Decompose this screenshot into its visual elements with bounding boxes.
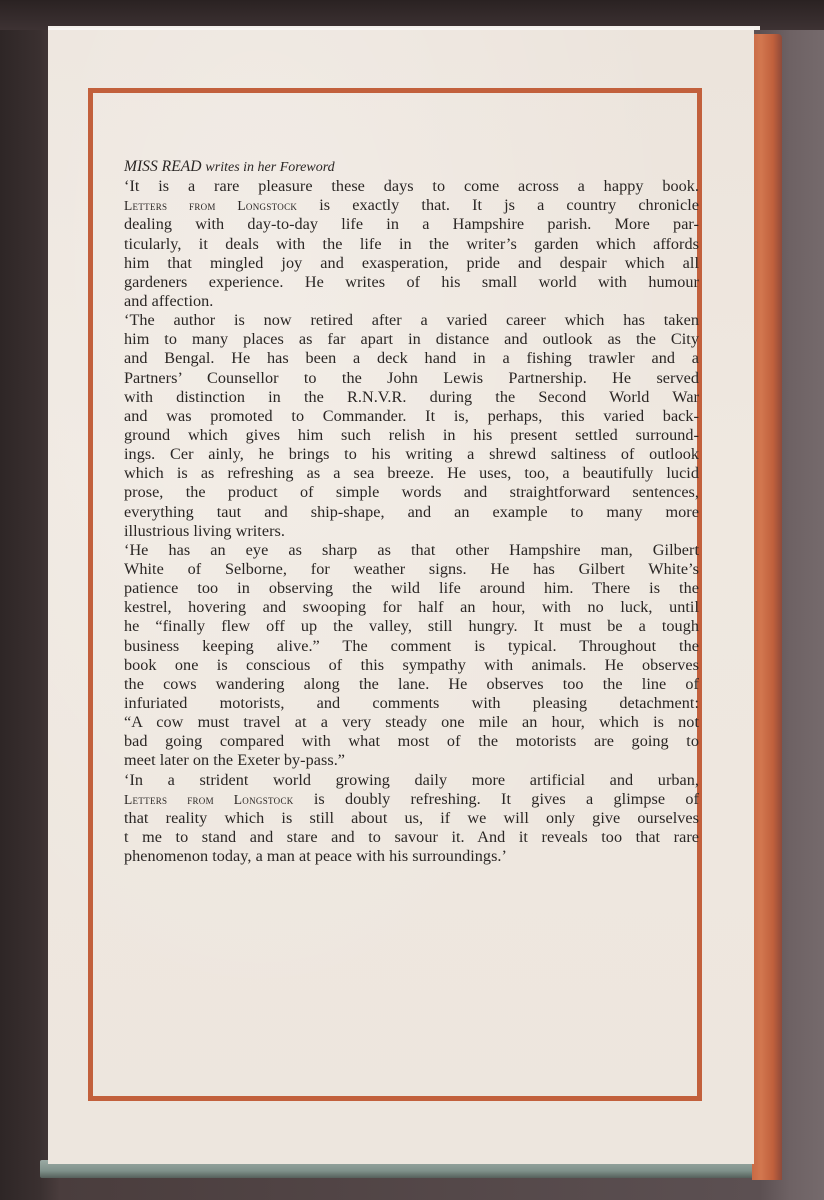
text-line bbox=[124, 828, 699, 847]
line-text: and affection. bbox=[124, 292, 214, 310]
text-line bbox=[124, 349, 699, 368]
text-line bbox=[124, 215, 699, 234]
text-line bbox=[124, 751, 699, 770]
line-text: and was promoted to Commander. It is, perhaps, this varied back- bbox=[124, 406, 699, 425]
line-text: which is as refreshing as a sea breeze. He uses, too, a beautifully lucid bbox=[124, 464, 699, 483]
text-line bbox=[124, 407, 699, 426]
line-text: illustrious living writers. bbox=[124, 521, 285, 540]
foreword-paragraph bbox=[124, 771, 699, 867]
line-text: him that mingled joy and exasperation, pride and despair which all bbox=[124, 253, 699, 272]
line-text: White of Selborne, for weather signs. He has Gilbert White’s bbox=[124, 559, 699, 578]
text-line bbox=[124, 196, 699, 215]
text-line bbox=[124, 617, 699, 636]
text-line bbox=[124, 790, 699, 809]
line-text: ‘It is a rare pleasure these days to come across a happy book. bbox=[124, 177, 699, 196]
text-line bbox=[124, 579, 699, 598]
text-line bbox=[124, 598, 699, 617]
line-text: dealing with day-to-day life in a Hampshire parish. More par- bbox=[124, 215, 699, 234]
text-line bbox=[124, 503, 699, 522]
line-text: phenomenon today, a man at peace with his surroundings.’ bbox=[124, 847, 507, 866]
text-line bbox=[124, 637, 699, 656]
text-line bbox=[124, 445, 699, 464]
text-line bbox=[124, 656, 699, 675]
text-line bbox=[124, 809, 699, 828]
line-text: book one is conscious of this sympathy with animals. He observes bbox=[124, 655, 699, 674]
text-line bbox=[124, 713, 699, 732]
foreword-paragraph bbox=[124, 311, 699, 541]
line-text: “A cow must travel at a very steady one mile an hour, which is not bbox=[124, 713, 699, 732]
text-line bbox=[124, 464, 699, 483]
text-line bbox=[124, 311, 699, 330]
line-text: that reality which is still about us, if we will only give ourselves bbox=[124, 808, 699, 827]
book-title-small-caps: Letters from Longstock bbox=[124, 791, 294, 807]
line-text: ground which gives him such relish in his present settled surround- bbox=[124, 425, 699, 444]
line-text: and Bengal. He has been a deck hand in a fishing trawler and a bbox=[124, 349, 699, 368]
line-text: t me to stand and stare and to savour it. And it reveals too that rare bbox=[124, 827, 699, 846]
foreword-paragraph bbox=[124, 177, 699, 311]
line-text: ings. Cer ainly, he brings to his writing a shrewd saltiness of outlook bbox=[124, 445, 699, 464]
text-line bbox=[124, 771, 699, 790]
line-text: patience too in observing the wild life around him. There is the bbox=[124, 579, 699, 598]
line-text: gardeners experience. He writes of his small world with humour bbox=[124, 272, 699, 291]
text-line bbox=[124, 273, 699, 292]
foreword-heading bbox=[124, 157, 699, 177]
line-text: ‘He has an eye as sharp as that other Hampshire man, Gilbert bbox=[124, 540, 699, 559]
line-text: ‘The author is now retired after a varied career which has taken bbox=[124, 311, 699, 330]
line-text: him to many places as far apart in distance and outlook as the City bbox=[124, 330, 699, 349]
foreword-heading-rest: writes in her Foreword bbox=[205, 160, 335, 175]
text-line bbox=[124, 522, 699, 541]
text-line bbox=[124, 235, 699, 254]
line-text: prose, the product of simple words and straightforward sentences, bbox=[124, 483, 699, 502]
foreword-text-block bbox=[124, 157, 699, 866]
line-text: infuriated motorists, and comments with pleasing detachment: bbox=[124, 693, 699, 712]
foreword-paragraphs bbox=[124, 177, 699, 866]
line-text: is exactly that. It js a country chronicle bbox=[297, 196, 699, 215]
line-text: ticularly, it deals with the life in the writer’s garden which affords bbox=[124, 234, 699, 253]
line-text: with distinction in the R.N.V.R. during the Second World War bbox=[124, 387, 699, 406]
line-text: he “finally flew off up the valley, still hungry. It must be a tough bbox=[124, 617, 699, 636]
foreword-paragraph bbox=[124, 541, 699, 771]
text-line bbox=[124, 675, 699, 694]
text-line bbox=[124, 732, 699, 751]
line-text: the cows wandering along the lane. He observes too the line of bbox=[124, 674, 699, 693]
text-line bbox=[124, 541, 699, 560]
text-line bbox=[124, 847, 699, 866]
text-line bbox=[124, 694, 699, 713]
text-line bbox=[124, 560, 699, 579]
line-text: is doubly refreshing. It gives a glimpse of bbox=[293, 789, 699, 808]
text-line bbox=[124, 369, 699, 388]
foreword-author: MISS READ bbox=[124, 158, 202, 175]
text-line bbox=[124, 426, 699, 445]
line-text: kestrel, hovering and swooping for half an hour, with no luck, until bbox=[124, 598, 699, 617]
line-text: business keeping alive.” The comment is typical. Throughout the bbox=[124, 636, 699, 655]
book-title-small-caps: Letters from Longstock bbox=[124, 198, 298, 214]
book-spine bbox=[752, 34, 782, 1180]
text-line bbox=[124, 330, 699, 349]
text-line bbox=[124, 177, 699, 196]
text-line bbox=[124, 254, 699, 273]
dust-jacket-back-cover bbox=[48, 28, 754, 1164]
line-text: everything taut and ship-shape, and an example to many more bbox=[124, 502, 699, 521]
line-text: meet later on the Exeter by-pass.” bbox=[124, 751, 346, 770]
line-text: Partners’ Counsellor to the John Lewis Partnership. He served bbox=[124, 368, 699, 387]
text-line bbox=[124, 388, 699, 407]
line-text: bad going compared with what most of the motorists are going to bbox=[124, 732, 699, 751]
line-text: ‘In a strident world growing daily more artificial and urban, bbox=[124, 770, 699, 789]
text-line bbox=[124, 483, 699, 502]
text-line bbox=[124, 292, 699, 311]
